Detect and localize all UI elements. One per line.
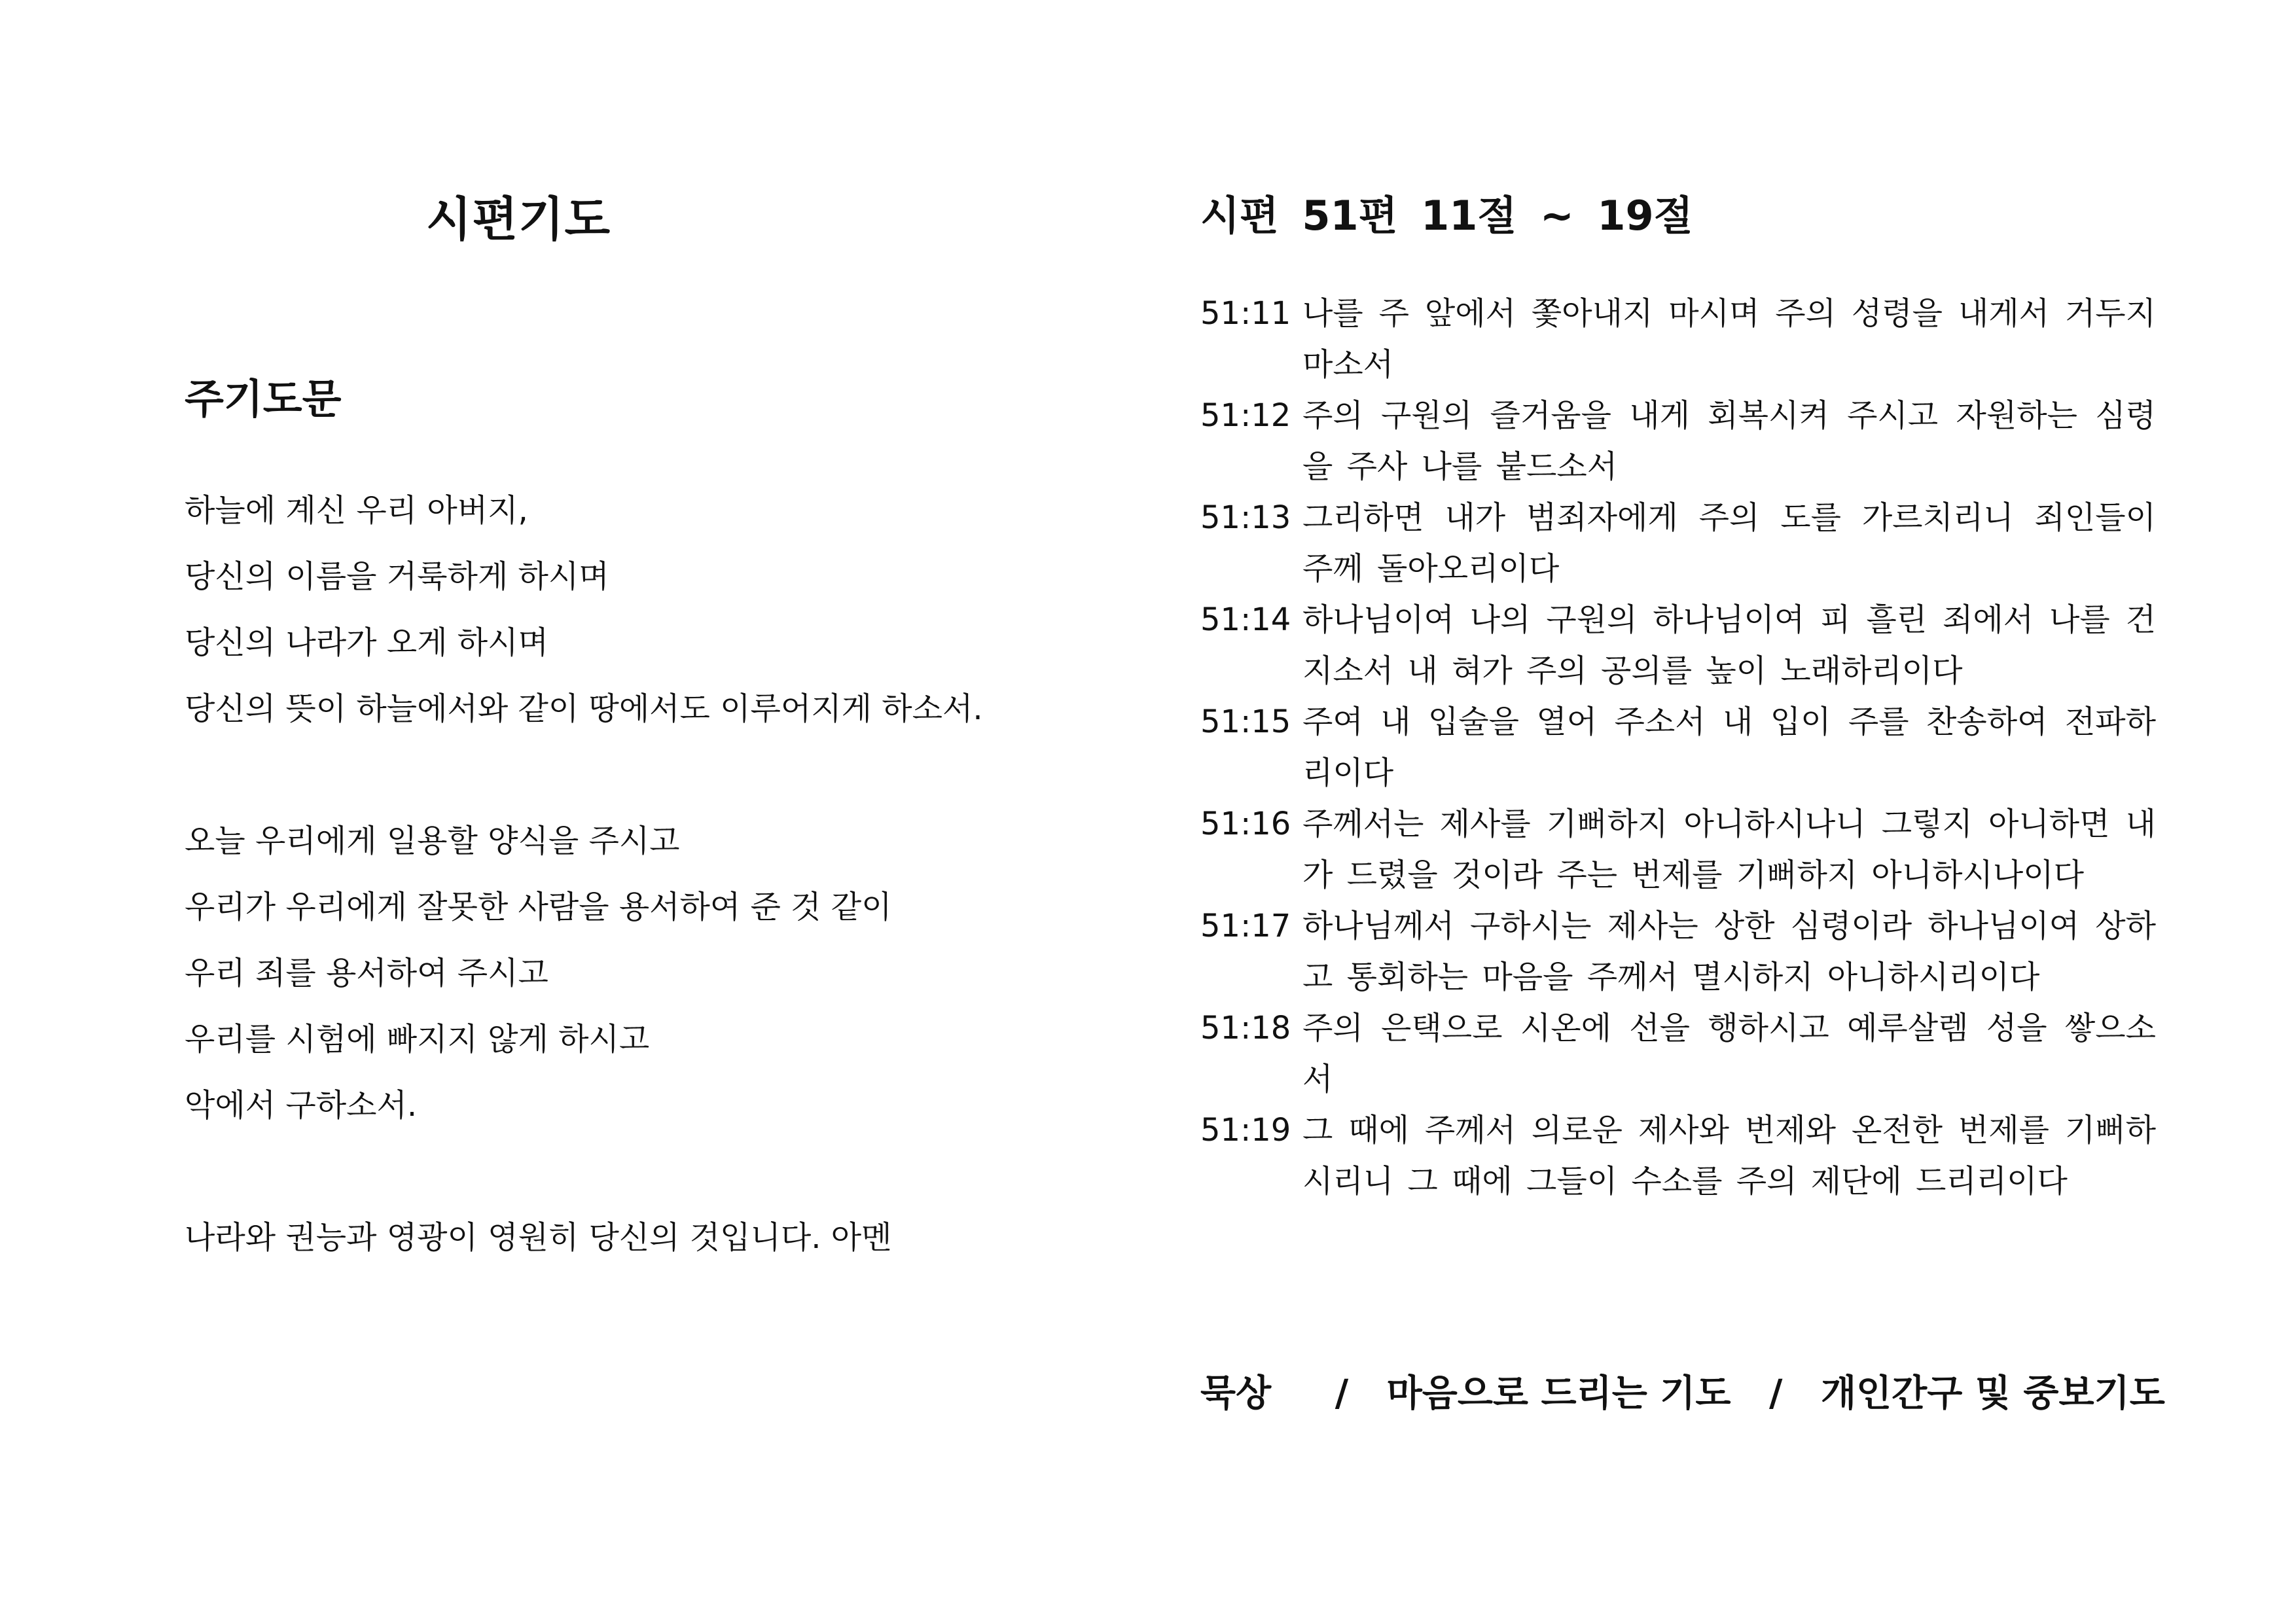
verse-item xyxy=(1200,696,2156,798)
prayer-line: 당신의 이름을 거룩하게 하시며 xyxy=(185,558,609,595)
verse-item xyxy=(1200,492,2156,594)
lords-prayer-text xyxy=(185,478,1114,1271)
footer-item-heart-prayer: 마음으로 드리는 기도 xyxy=(1386,1372,1731,1415)
verse-text: 주께서는 제사를 기뻐하지 아니하시나니 그렇지 아니하면 내가 드렸을 것이라 주는 번제를 기뻐하지 아니하시나이다 xyxy=(1302,806,2156,893)
verse-text: 하나님께서 구하시는 제사는 상한 심령이라 하나님이여 상하고 통회하는 마음을 주께서 멸시하지 아니하시리이다 xyxy=(1302,908,2156,995)
prayer-line: 당신의 뜻이 하늘에서와 같이 땅에서도 이루어지게 하소서. xyxy=(185,690,983,727)
verse-item xyxy=(1200,1003,2156,1105)
footer-item-meditation: 묵상 xyxy=(1200,1372,1272,1415)
verse-reference: 51:11 xyxy=(1200,295,1291,332)
prayer-line: 오늘 우리에게 일용할 양식을 주시고 xyxy=(185,823,680,859)
verse-text: 그리하면 내가 범죄자에게 주의 도를 가르치리니 죄인들이 주께 돌아오리이다 xyxy=(1302,499,2156,587)
verse-text: 주의 구원의 즐거움을 내게 회복시켜 주시고 자원하는 심령을 주사 나를 붙드소서 xyxy=(1302,397,2156,485)
prayer-line: 당신의 나라가 오게 하시며 xyxy=(185,624,548,661)
verse-text: 주여 내 입술을 열어 주소서 내 입이 주를 찬송하여 전파하리이다 xyxy=(1302,704,2156,791)
verse-text: 주의 은택으로 시온에 선을 행하시고 예루살렘 성을 쌓으소서 xyxy=(1302,1010,2156,1097)
prayer-blank-line xyxy=(185,742,1114,808)
verse-text: 그 때에 주께서 의로운 제사와 번제와 온전한 번제를 기뻐하시리니 그 때에 그들이 수소를 주의 제단에 드리리이다 xyxy=(1302,1112,2156,1200)
verse-reference: 51:14 xyxy=(1200,601,1291,638)
lords-prayer-heading: 주기도문 xyxy=(185,375,342,423)
footer-item-intercession: 개인간구 및 중보기도 xyxy=(1820,1372,2165,1415)
prayer-line: 나라와 권능과 영광이 영원히 당신의 것입니다. 아멘 xyxy=(185,1219,892,1256)
footer-separator: / xyxy=(1769,1372,1783,1415)
verse-item xyxy=(1200,594,2156,696)
prayer-line: 우리를 시험에 빠지지 않게 하시고 xyxy=(185,1021,650,1058)
verse-list xyxy=(1200,288,2156,1207)
verse-reference: 51:15 xyxy=(1200,704,1291,740)
prayer-steps-footer xyxy=(1200,1368,2182,1420)
psalm-heading: 시편 51편 11절 ~ 19절 xyxy=(1200,192,1693,240)
left-column xyxy=(185,183,1114,1256)
verse-reference: 51:19 xyxy=(1200,1112,1291,1149)
verse-reference: 51:16 xyxy=(1200,806,1291,842)
prayer-line: 악에서 구하소서. xyxy=(185,1087,418,1124)
page-title: 시편기도 xyxy=(425,192,611,247)
prayer-line: 우리 죄를 용서하여 주시고 xyxy=(185,955,548,991)
verse-item xyxy=(1200,288,2156,390)
verse-text: 나를 주 앞에서 쫓아내지 마시며 주의 성령을 내게서 거두지 마소서 xyxy=(1302,295,2156,383)
verse-item xyxy=(1200,798,2156,901)
footer-separator: / xyxy=(1335,1372,1349,1415)
verse-reference: 51:18 xyxy=(1200,1010,1291,1046)
right-column xyxy=(1200,183,2165,1415)
prayer-line: 하늘에 계신 우리 아버지, xyxy=(185,492,528,529)
verse-text: 하나님이여 나의 구원의 하나님이여 피 흘린 죄에서 나를 건지소서 내 혀가 주의 공의를 높이 노래하리이다 xyxy=(1302,601,2156,689)
verse-item xyxy=(1200,1105,2156,1207)
verse-item xyxy=(1200,390,2156,492)
verse-reference: 51:17 xyxy=(1200,908,1291,944)
verse-reference: 51:13 xyxy=(1200,499,1291,536)
prayer-blank-line xyxy=(185,1139,1114,1205)
verse-item xyxy=(1200,901,2156,1003)
verse-reference: 51:12 xyxy=(1200,397,1291,434)
prayer-line: 우리가 우리에게 잘못한 사람을 용서하여 준 것 같이 xyxy=(185,889,892,925)
